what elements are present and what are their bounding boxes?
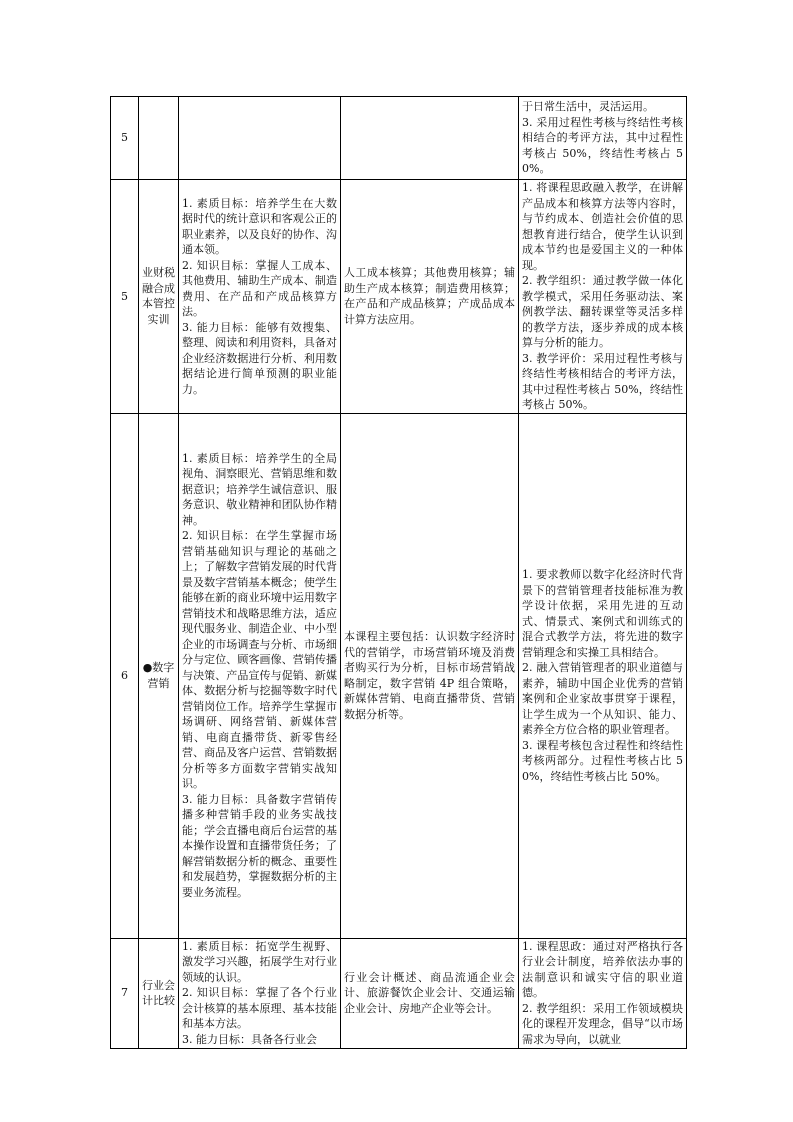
course-name: 业财税融合成本管控实训 [139,180,179,414]
requirement-item: 1. 将课程思政融入教学，在讲解产品成本和核算方法等内容时，与节约成本、创造社会价值的思想教育进行结合，使学生认识到成本节约也是爱国主义的一种体现。 [522,181,683,272]
course-name [139,97,179,180]
goal-item: 2. 知识目标：掌握人工成本、其他费用、辅助生产成本、制造费用、在产品和产成品核算方法。 [182,258,337,318]
requirement-item: 于日常生活中，灵活运用。 [522,100,654,114]
requirement-item: 3. 课程考核包含过程性和终结性考核两部分。过程性考核占比 50%，终结性考核占比 50%。 [522,738,683,783]
goal-item: 1. 素质目标：培养学生的全局视角、洞察眼光、营销思维和数据意识；培养学生诚信意识、服务意识、敬业精神和团队协作精神。 [182,451,337,527]
goal-item: 2. 知识目标：在学生掌握市场营销基础知识与理论的基础之上；了解数字营销发展的时代背景及数字营销基本概念；使学生能够在新的商业环境中运用数字营销技术和战略思维方法，适应现代服务业、制造企业、中小型企业的市场调查与分析、市场细分与定位、顾客画像、营销传播与决策、产品宣传与促销、新媒体、数据分析与挖掘等数字时代营销岗位工作。培养学生掌握市场调研、网络营销、新媒体营销、电商直播带货、新零售经营、商品及客户运营、营销数据分析等多方面数字营销实战知识。 [182,529,337,791]
requirement-item: 2. 教学组织：采用工作领域模块化的课程开发理念，倡导“以市场需求为导向，以就业 [522,1001,683,1046]
course-content [341,97,519,180]
course-number: 5 [111,97,139,180]
course-content [341,413,519,938]
course-number: 5 [111,180,139,414]
course-name: ●数字营销 [139,413,179,938]
course-requirements [519,97,687,180]
course-table [110,96,687,1049]
goal-item: 3. 能力目标：能够有效搜集、整理、阅读和利用资料，具备对企业经济数据进行分析、利用数据结论进行简单预测的职业能力。 [182,320,337,396]
requirement-item: 1. 要求教师以数字化经济时代背景下的营销管理者技能标准为教学设计依据，采用先进的互动式、情景式、案例式和训练式的混合式教学方法，将先进的数字营销理念和实操工具相结合。 [522,568,683,659]
course-content [341,938,519,1048]
requirement-item: 1. 课程思政：通过对严格执行各行业会计制度，培养依法办事的法制意识和诚实守信的职业道德。 [522,939,683,1000]
goal-item: 2. 知识目标：掌握了各个行业会计核算的基本原理、基本技能和基本方法。 [182,986,337,1031]
requirement-item: 2. 融入营销管理者的职业道德与素养，辅助中国企业优秀的营销案例和企业家故事贯穿于课程，让学生成为一个从知识、能力、素养全方位合格的职业管理者。 [522,661,683,736]
goal-item: 3. 能力目标：具备数字营销传播多种营销手段的业务实战技能；学会直播电商后台运营的基本操作设置和直播带货任务；了解营销数据分析的概念、重要性和发展趋势，掌握数据分析的主要业务流程。 [182,792,337,899]
requirement-item: 2. 教学组织：通过教学做一体化教学模式，采用任务驱动法、案例教学法、翻转课堂等灵活多样的教学方法，逐步养成的成本核算与分析的能力。 [522,274,683,349]
table-row [111,97,687,180]
course-content [341,180,519,414]
content-text: 本课程主要包括：认识数字经济时代的营销学，市场营销环境及消费者购买行为分析，目标市场营销战略制定，数字营销 4P 组合策略，新媒体营销、电商直播带货、营销数据分析等。 [344,630,515,721]
course-requirements [519,180,687,414]
goal-item: 3. 能力目标：具备各行业会 [182,1032,317,1046]
course-number: 7 [111,938,139,1048]
requirement-item: 3. 采用过程性考核与终结性考核相结合的考评方法，其中过程性考核占 50%，终结性考核占 50%。 [522,115,683,176]
goal-item: 1. 素质目标：培养学生在大数据时代的统计意识和客观公正的职业素养，以及良好的协作、沟通本领。 [182,196,337,256]
course-requirements [519,413,687,938]
course-number: 6 [111,413,139,938]
table-row [111,938,687,1048]
goal-item: 1. 素质目标：拓宽学生视野、激发学习兴趣，拓展学生对行业领域的认识。 [182,939,337,984]
course-requirements [519,938,687,1048]
table-row [111,413,687,938]
course-goals [179,180,341,414]
course-goals [179,97,341,180]
course-goals [179,938,341,1048]
course-goals [179,413,341,938]
course-name: 行业会计比较 [139,938,179,1048]
requirement-item: 3. 教学评价：采用过程性考核与终结性考核相结合的考评方法，其中过程性考核占 50%，终结性考核占 50%。 [522,351,683,411]
table-row [111,180,687,414]
content-text: 行业会计概述、商品流通企业会计、旅游餐饮企业会计、交通运输企业会计、房地产企业等会计。 [344,970,515,1015]
content-text: 人工成本核算；其他费用核算；辅助生产成本核算；制造费用核算；在产品和产成品核算；产成品成本计算方法应用。 [344,266,515,326]
